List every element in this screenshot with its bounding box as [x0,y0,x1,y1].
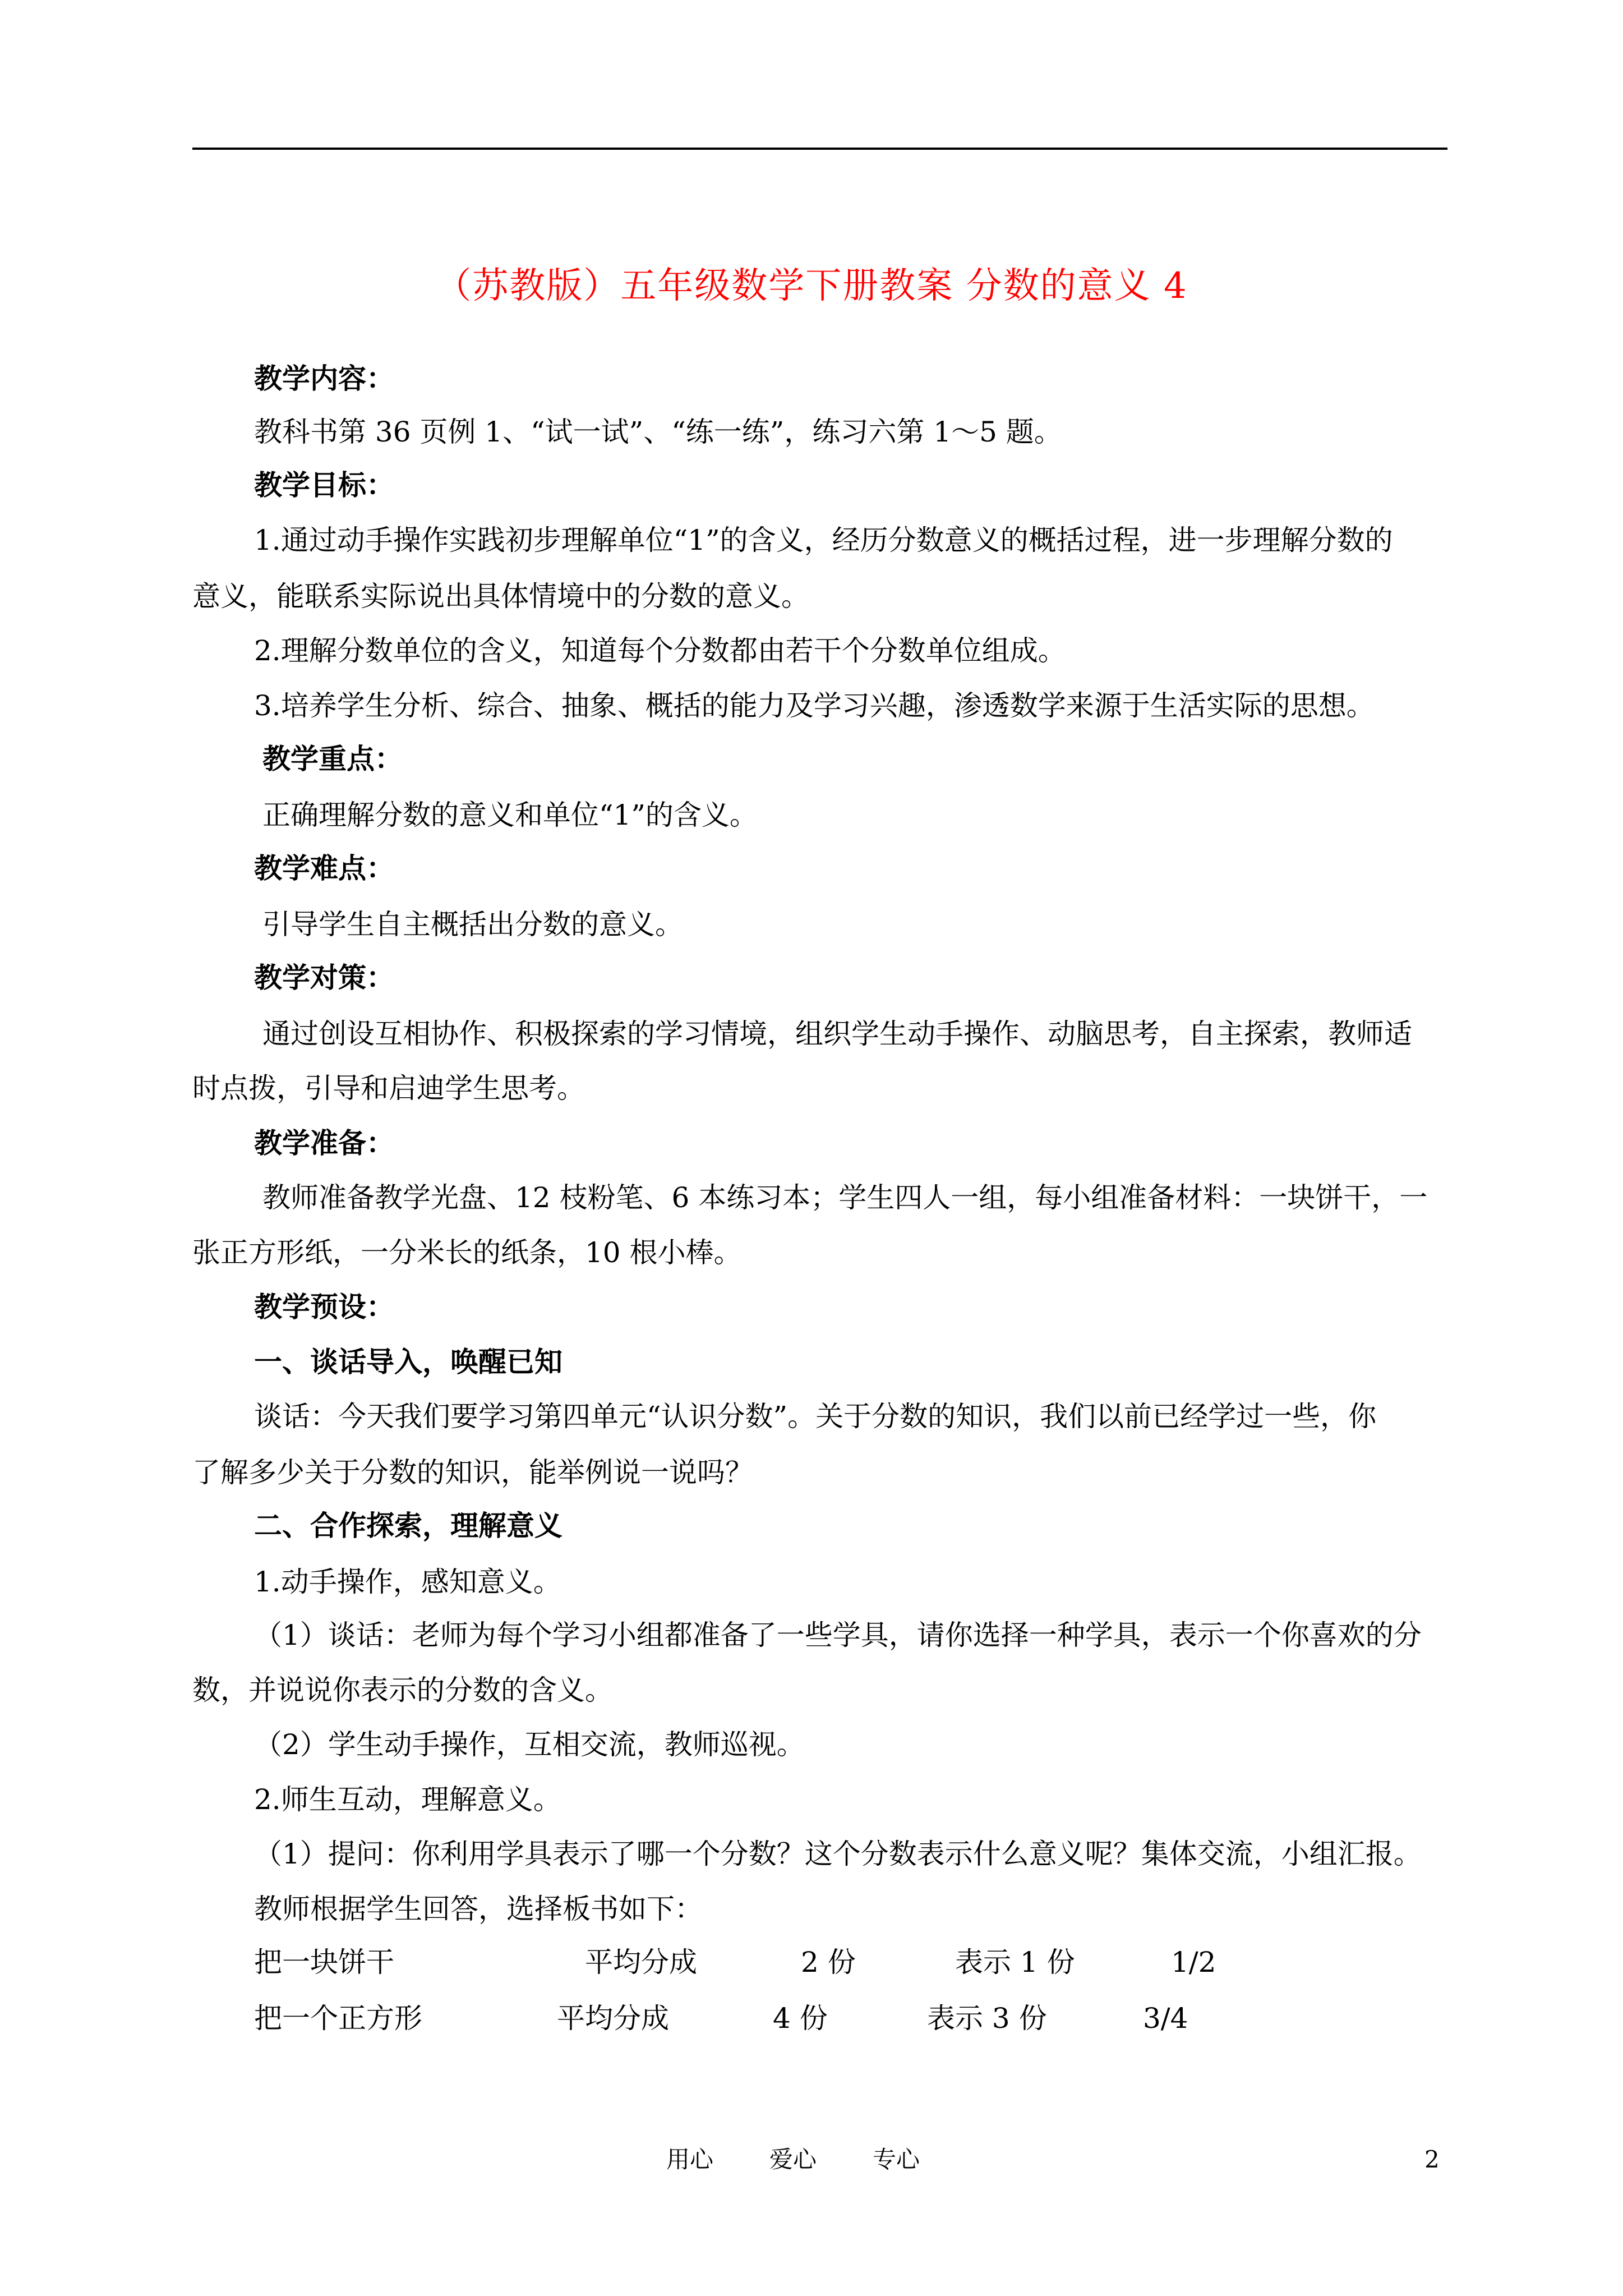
footer-word: 专心 [873,2146,920,2173]
board-cell: 平均分成 [585,1946,697,1978]
board-cell: 把一个正方形 [254,2002,422,2035]
board-cell: 把一块饼干 [254,1946,394,1978]
strategy-heading: 教学对策： [254,961,394,994]
preparation-line-2: 张正方形纸，一分米长的纸条，10 根小棒。 [192,1236,742,1269]
goal-3: 3.培养学生分析、综合、抽象、概括的能力及学习兴趣，渗透数学来源于生活实际的思想。 [254,689,1375,722]
step-1-a-line-2: 数，并说说你表示的分数的含义。 [192,1674,613,1706]
step-2-board-intro: 教师根据学生回答，选择板书如下： [254,1893,703,1925]
step-2-a: （1）提问：你利用学具表示了哪一个分数？这个分数表示什么意义呢？集体交流，小组汇报。 [254,1838,1422,1870]
board-cell: 表示 3 份 [927,2002,1047,2035]
footer-word: 爱心 [769,2146,817,2173]
step-1-a-line-1: （1）谈话：老师为每个学习小组都准备了一些学具，请你选择一种学具，表示一个你喜欢的分 [254,1619,1422,1651]
goals-heading: 教学目标： [254,468,394,501]
strategy-line-2: 时点拨，引导和启迪学生思考。 [192,1072,585,1105]
board-cell: 1/2 [1171,1946,1216,1978]
step-1-b: （2）学生动手操作，互相交流，教师巡视。 [254,1728,805,1761]
header-rule [192,148,1447,150]
board-cell: 4 份 [773,2002,828,2035]
content-text: 教科书第 36 页例 1、“试一试”、“练一练”，练习六第 1～5 题。 [254,416,1062,448]
page-number: 2 [1424,2146,1440,2173]
board-cell: 3/4 [1143,2002,1188,2035]
part-1-line-2: 了解多少关于分数的知识，能举例说一说吗？ [192,1456,753,1489]
part-1-heading: 一、谈话导入，唤醒已知 [254,1345,562,1378]
footer-word: 用心 [666,2146,714,2173]
board-cell: 表示 1 份 [955,1946,1075,1978]
difficult-points-text: 引导学生自主概括出分数的意义。 [262,908,683,941]
preset-heading: 教学预设： [254,1290,394,1323]
content-heading: 教学内容： [254,362,394,395]
strategy-line-1: 通过创设互相协作、积极探索的学习情境，组织学生动手操作、动脑思考，自主探索，教师适 [262,1018,1412,1050]
goal-2: 2.理解分数单位的含义，知道每个分数都由若干个分数单位组成。 [254,634,1066,667]
footer-slogan [666,2143,920,2177]
goal-1-line-1: 1.通过动手操作实践初步理解单位“1”的含义，经历分数意义的概括过程，进一步理解分数的 [254,524,1393,556]
step-2: 2.师生互动，理解意义。 [254,1783,561,1816]
preparation-line-1: 教师准备教学光盘、12 枝粉笔、6 本练习本；学生四人一组，每小组准备材料：一块饼干，一 [262,1181,1428,1214]
board-cell: 平均分成 [557,2002,669,2035]
step-1: 1.动手操作，感知意义。 [254,1566,561,1598]
key-points-heading: 教学重点： [262,742,403,775]
preparation-heading: 教学准备： [254,1126,394,1159]
board-cell: 2 份 [801,1946,856,1978]
difficult-points-heading: 教学难点： [254,852,394,885]
part-2-heading: 二、合作探索，理解意义 [254,1509,562,1542]
document-title: （苏教版）五年级数学下册教案 分数的意义 4 [435,265,1188,307]
key-points-text: 正确理解分数的意义和单位“1”的含义。 [262,799,758,831]
part-1-line-1: 谈话：今天我们要学习第四单元“认识分数”。关于分数的知识，我们以前已经学过一些，你 [254,1400,1377,1433]
goal-1-line-2: 意义，能联系实际说出具体情境中的分数的意义。 [192,580,809,613]
